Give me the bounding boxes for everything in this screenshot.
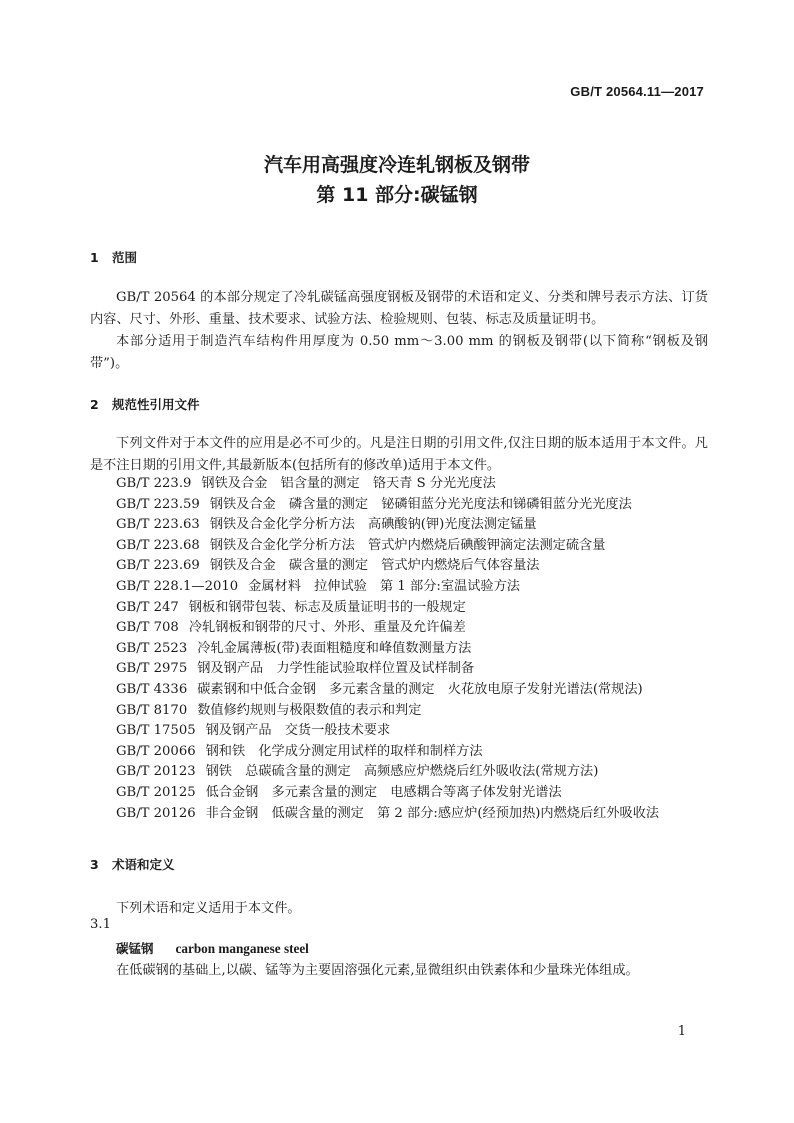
reference-title: 钢板和钢带包装、标志及质量证明书的一般规定 — [188, 599, 466, 615]
reference-code: GB/T 20123 — [116, 764, 196, 780]
reference-code: GB/T 223.63 — [116, 517, 200, 533]
reference-item — [116, 515, 659, 536]
reference-code: GB/T 20126 — [116, 805, 196, 821]
reference-code: GB/T 223.9 — [116, 476, 192, 491]
section-3-number: 3 — [90, 857, 99, 872]
reference-item — [116, 701, 659, 722]
reference-code: GB/T 20066 — [116, 743, 196, 759]
reference-item — [116, 680, 659, 701]
section-1-title: 范围 — [112, 250, 138, 265]
reference-item — [116, 762, 659, 783]
section-1-number: 1 — [90, 250, 99, 265]
section-1-paragraph-2: 本部分适用于制造汽车结构件用厚度为 0.50 mm～3.00 mm 的钢板及钢带(以下简称“钢板及钢带”)。 — [90, 334, 708, 371]
reference-item — [116, 556, 659, 577]
reference-title: 非合金钢 低碳含量的测定 第 2 部分:感应炉(经预加热)内燃烧后红外吸收法 — [205, 805, 660, 821]
reference-title: 钢和铁 化学成分测定用试样的取样和制样方法 — [205, 743, 483, 759]
reference-title: 低合金钢 多元素含量的测定 电感耦合等离子体发射光谱法 — [205, 784, 562, 800]
reference-code: GB/T 708 — [116, 620, 179, 636]
reference-title: 钢铁及合金 碳含量的测定 管式炉内燃烧后气体容量法 — [209, 558, 540, 574]
reference-code: GB/T 247 — [116, 599, 179, 615]
reference-code: GB/T 20125 — [116, 784, 196, 800]
reference-item — [116, 495, 659, 516]
section-3-intro: 下列术语和定义适用于本文件。 — [116, 901, 301, 916]
reference-code: GB/T 17505 — [116, 723, 196, 739]
reference-title: 数值修约规则与极限数值的表示和判定 — [197, 702, 422, 718]
page-number: 1 — [677, 1024, 686, 1039]
reference-title: 钢铁及合金 铝含量的测定 铬天青 S 分光光度法 — [201, 476, 496, 491]
reference-title: 金属材料 拉伸试验 第 1 部分:室温试验方法 — [248, 578, 520, 594]
reference-title: 钢铁 总碳硫含量的测定 高频感应炉燃烧后红外吸收法(常规方法) — [205, 764, 599, 780]
reference-item — [116, 618, 659, 639]
section-2-number: 2 — [90, 397, 99, 412]
reference-code: GB/T 228.1—2010 — [116, 578, 239, 594]
reference-item — [116, 598, 659, 619]
reference-item — [116, 639, 659, 660]
reference-item — [116, 577, 659, 598]
section-3-title: 术语和定义 — [112, 857, 175, 872]
section-2-title: 规范性引用文件 — [112, 397, 200, 412]
term-entry — [116, 939, 309, 957]
section-2-heading — [90, 395, 200, 413]
reference-item — [116, 783, 659, 804]
reference-item — [116, 536, 659, 557]
term-english: carbon manganese steel — [175, 941, 309, 956]
reference-code: GB/T 223.69 — [116, 558, 200, 574]
section-1-paragraph-1: GB/T 20564 的本部分规定了冷轧碳锰高强度钢板及钢带的术语和定义、分类和牌号表示方法、订货内容、尺寸、外形、重量、技术要求、试验方法、检验规则、包装、标志及质量证明书。 — [90, 290, 708, 327]
reference-code: GB/T 223.59 — [116, 496, 200, 512]
reference-title: 冷轧金属薄板(带)表面粗糙度和峰值数测量方法 — [197, 640, 472, 656]
reference-code: GB/T 4336 — [116, 681, 188, 697]
reference-code: GB/T 223.68 — [116, 537, 200, 553]
reference-title: 钢铁及合金化学分析方法 高碘酸钠(钾)光度法测定锰量 — [209, 517, 537, 533]
normative-references-list — [116, 474, 659, 824]
reference-item — [116, 474, 659, 495]
reference-code: GB/T 8170 — [116, 702, 188, 718]
reference-code: GB/T 2975 — [116, 661, 188, 677]
document-title: 汽车用高强度冷连轧钢板及钢带 — [263, 154, 530, 176]
reference-title: 碳素钢和中低合金钢 多元素含量的测定 火花放电原子发射光谱法(常规法) — [197, 681, 643, 697]
document-subtitle: 第 11 部分:碳锰钢 — [316, 184, 478, 206]
reference-title: 钢及钢产品 力学性能试验取样位置及试样制备 — [197, 661, 475, 677]
reference-item — [116, 804, 659, 825]
standard-code: GB/T 20564.11—2017 — [570, 84, 704, 99]
section-2-intro: 下列文件对于本文件的应用是必不可少的。凡是注日期的引用文件,仅注日期的版本适用于本文件。凡是不注日期的引用文件,其最新版本(包括所有的修改单)适用于本文件。 — [90, 436, 708, 473]
reference-title: 钢铁及合金化学分析方法 管式炉内燃烧后碘酸钾滴定法测定硫含量 — [209, 537, 606, 553]
term-chinese: 碳锰钢 — [116, 941, 154, 956]
reference-item — [116, 721, 659, 742]
term-number: 3.1 — [90, 917, 111, 932]
reference-item — [116, 742, 659, 763]
reference-title: 钢及钢产品 交货一般技术要求 — [205, 723, 391, 739]
section-1-heading — [90, 248, 137, 266]
reference-title: 钢铁及合金 磷含量的测定 铋磷钼蓝分光光度法和锑磷钼蓝分光光度法 — [209, 496, 632, 512]
reference-code: GB/T 2523 — [116, 640, 188, 656]
reference-item — [116, 659, 659, 680]
section-3-heading — [90, 855, 175, 873]
term-definition: 在低碳钢的基础上,以碳、锰等为主要固溶强化元素,显微组织由铁素体和少量珠光体组成。 — [116, 963, 639, 978]
reference-title: 冷轧钢板和钢带的尺寸、外形、重量及允许偏差 — [188, 620, 466, 636]
